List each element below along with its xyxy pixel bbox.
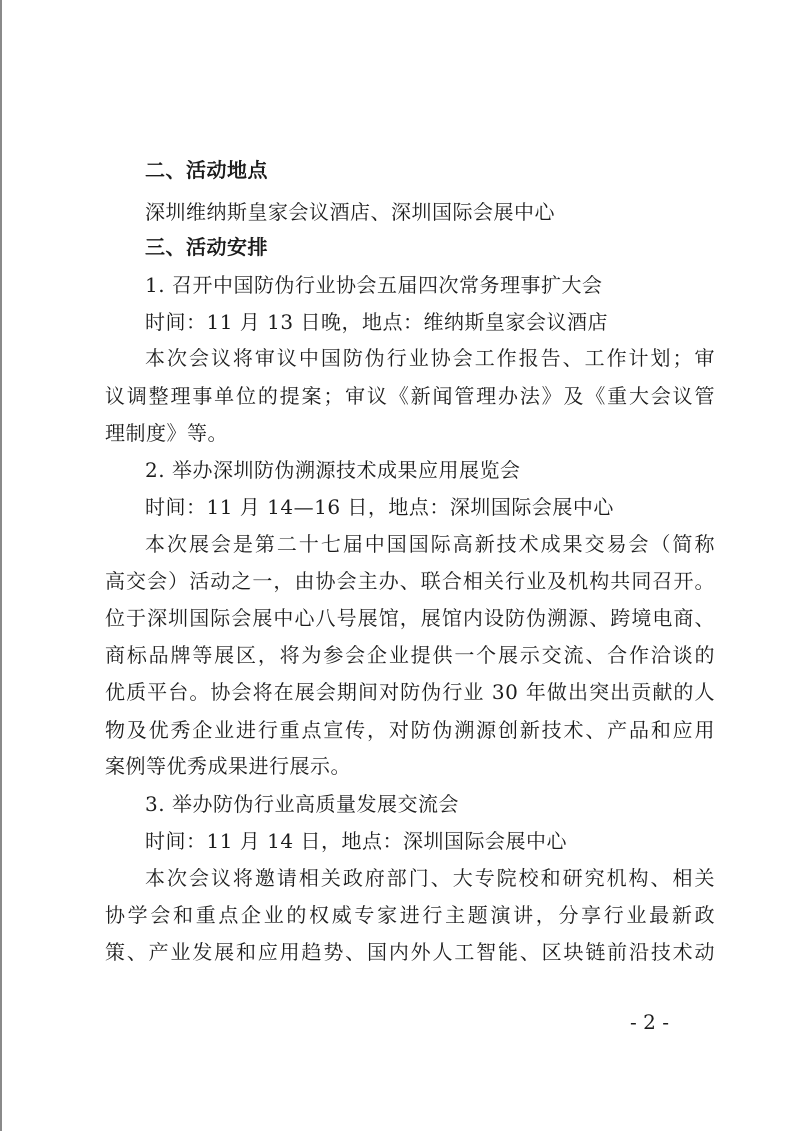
- section-heading-venue: 二、活动地点: [145, 158, 268, 182]
- item-1-paragraph-line: 议调整理事单位的提案；审议《新闻管理办法》及《重大会议管: [105, 384, 715, 408]
- item-3-paragraph-line: 协学会和重点企业的权威专家进行主题演讲，分享行业最新政: [105, 903, 715, 927]
- venue-text: 深圳维纳斯皇家会议酒店、深圳国际会展中心: [145, 200, 555, 224]
- item-1-time: 时间：11 月 13 日晚，地点：维纳斯皇家会议酒店: [145, 310, 608, 334]
- item-2-paragraph-line: 商标品牌等展区，将为参会企业提供一个展示交流、合作洽谈的: [105, 643, 715, 667]
- item-2-paragraph-line: 案例等优秀成果进行展示。: [105, 754, 351, 778]
- item-3-paragraph-line: 策、产业发展和应用趋势、国内外人工智能、区块链前沿技术动: [105, 940, 715, 964]
- item-1-title: 1. 召开中国防伪行业协会五届四次常务理事扩大会: [145, 273, 603, 297]
- item-2-paragraph-line: 优质平台。协会将在展会期间对防伪行业 30 年做出突出贡献的人: [105, 680, 715, 704]
- item-3-time: 时间：11 月 14 日，地点：深圳国际会展中心: [145, 829, 567, 853]
- item-2-paragraph-line: 本次展会是第二十七届中国国际高新技术成果交易会（简称: [145, 532, 715, 556]
- item-2-paragraph-line: 物及优秀企业进行重点宣传，对防伪溯源创新技术、产品和应用: [105, 718, 715, 742]
- item-3-paragraph-line: 本次会议将邀请相关政府部门、大专院校和研究机构、相关: [145, 866, 715, 890]
- item-3-title: 3. 举办防伪行业高质量发展交流会: [145, 792, 459, 816]
- page-number: - 2 -: [630, 1010, 669, 1034]
- section-heading-schedule: 三、活动安排: [145, 235, 268, 259]
- item-2-paragraph-line: 高交会）活动之一，由协会主办、联合相关行业及机构共同召开。: [105, 569, 715, 593]
- item-1-paragraph-line: 理制度》等。: [105, 421, 228, 445]
- item-2-paragraph-line: 位于深圳国际会展中心八号展馆，展馆内设防伪溯源、跨境电商、: [105, 606, 715, 630]
- item-2-title: 2. 举办深圳防伪溯源技术成果应用展览会: [145, 458, 521, 482]
- item-2-time: 时间：11 月 14—16 日，地点：深圳国际会展中心: [145, 495, 614, 519]
- item-1-paragraph-line: 本次会议将审议中国防伪行业协会工作报告、工作计划；审: [145, 346, 715, 370]
